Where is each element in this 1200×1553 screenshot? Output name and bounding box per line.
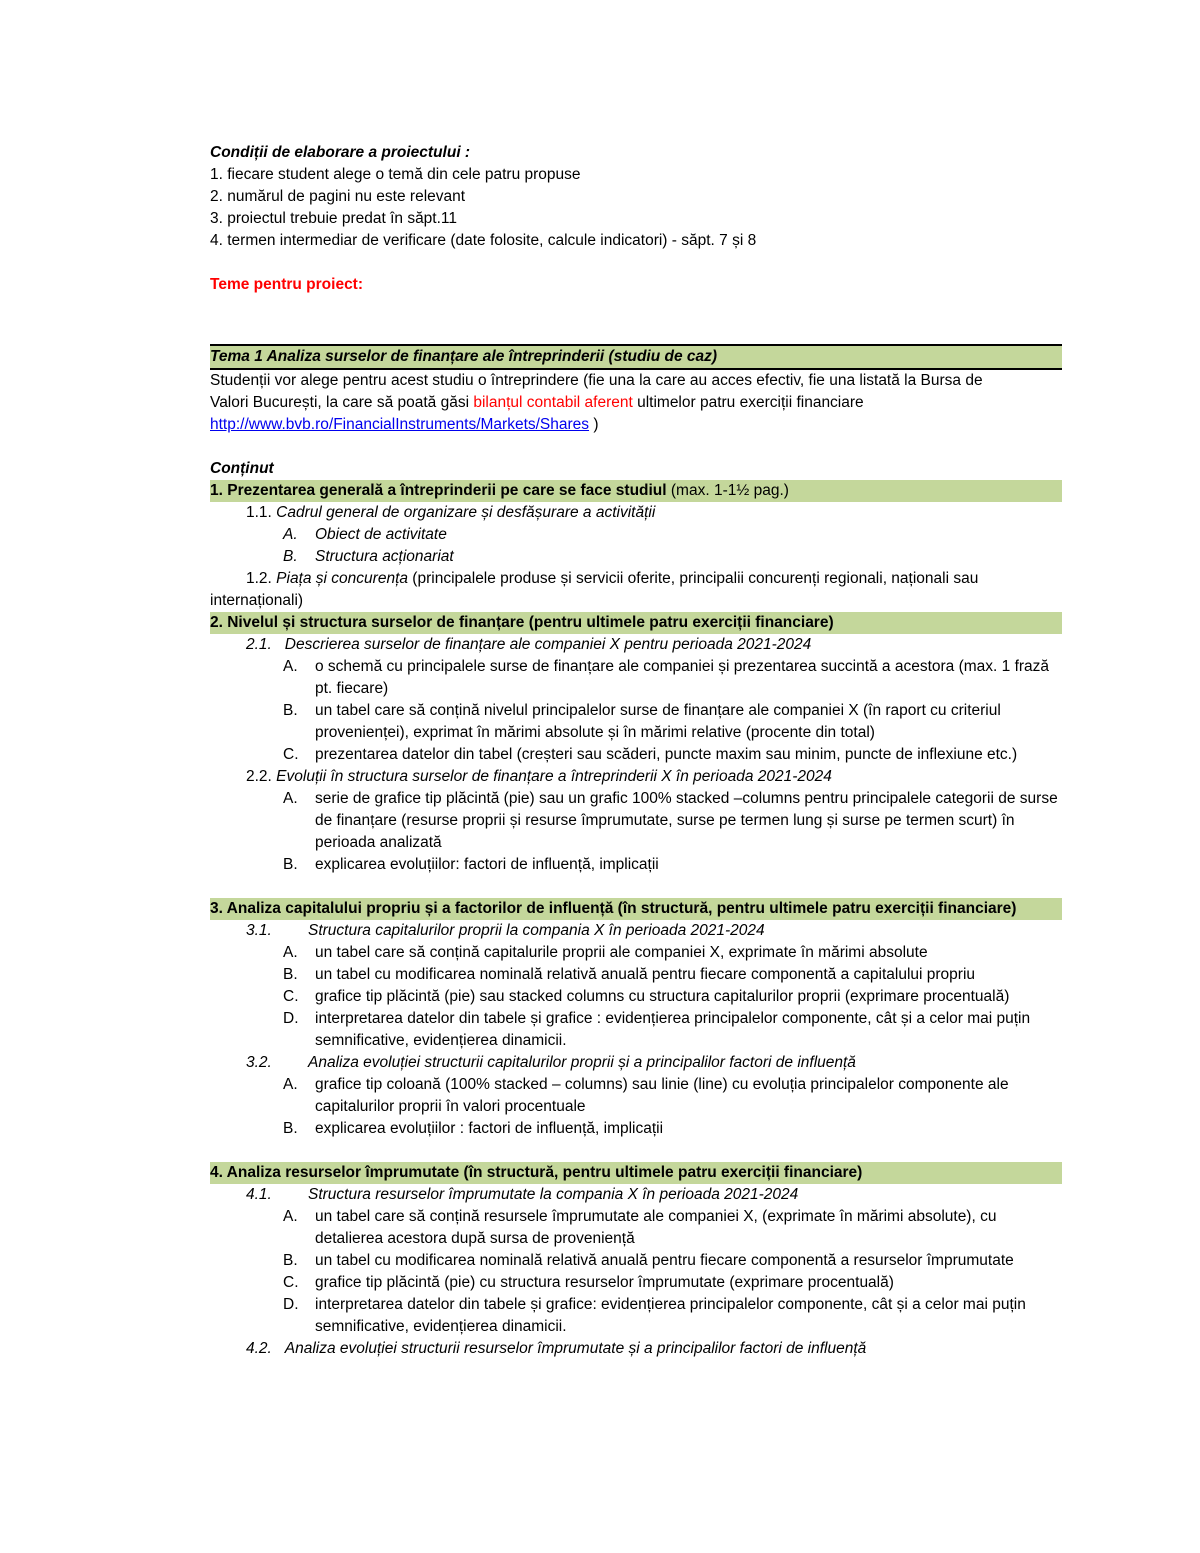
s41-item-b [210, 1250, 1062, 1272]
item-text: un tabel cu modificarea nominală relativă anuală pentru fiecare componentă a capitalului propriu [315, 966, 976, 983]
item-label: C. [283, 1274, 299, 1291]
item-text: grafice tip plăcintă (pie) sau stacked columns cu structura capitalurilor proprii (exprimare procentuală) [315, 988, 1010, 1005]
item-text: o schemă cu principalele surse de finanțare ale companiei și prezentarea succintă a acestora (max. 1 frază pt. fiecare) [315, 658, 1050, 697]
s12-line [210, 568, 1062, 612]
item-text: un tabel care să conțină resursele împrumutate ale companiei X, (exprimate în mărimi absolute), cu detalierea acestora după sursa de proveniență [315, 1208, 997, 1247]
s32-item-a [210, 1074, 1062, 1118]
s41-item-c [210, 1272, 1062, 1294]
s42-line [210, 1338, 1062, 1360]
s41-item-a [210, 1206, 1062, 1250]
content-title: Conținut [210, 460, 274, 477]
themes-title: Teme pentru proiect: [210, 276, 364, 293]
s41-num: 4.1. [246, 1186, 272, 1203]
item-text: serie de grafice tip plăcintă (pie) sau un grafic 100% stacked –columns pentru principalele categorii de surse de finanțare (resurse proprii și resurse împrumutate, surse pe termen lung și surse pe termen scurt) în perioada analizată [315, 790, 1058, 851]
item-text: explicarea evoluțiilor : factori de influență, implicații [315, 1120, 664, 1137]
item-text: grafice tip coloană (100% stacked – columns) sau linie (line) cu evoluția principalelor componente ale capitalurilor proprii în valori procentuale [315, 1076, 1009, 1115]
s32-title: Analiza evoluției structurii capitalurilor proprii și a principalilor factori de influență [308, 1054, 856, 1071]
item-text: un tabel cu modificarea nominală relativă anuală pentru fiecare componentă a resurselor împrumutate [315, 1252, 1014, 1269]
condition-item-1: 1. fiecare student alege o temă din cele patru propuse [210, 166, 581, 183]
item-label: A. [283, 944, 298, 961]
s11-item-a [210, 524, 1062, 546]
s32-line [210, 1052, 1062, 1074]
section2-header: 2. Nivelul și structura surselor de finanțare (pentru ultimele patru exerciții financiare) [210, 612, 1062, 634]
s42-title: Analiza evoluției structurii resurselor împrumutate și a principalilor factori de influență [284, 1340, 867, 1357]
s21-title: Descrierea surselor de finanțare ale companiei X pentru perioada 2021-2024 [284, 636, 812, 653]
s11-title: Cadrul general de organizare și desfășurare a activității [276, 504, 656, 521]
item-text: prezentarea datelor din tabel (creșteri sau scăderi, puncte maxim sau minim, puncte de inflexiune etc.) [315, 746, 1018, 763]
s31-line [210, 920, 1062, 942]
s21-line [210, 634, 1062, 656]
s22-line [210, 766, 1062, 788]
tema1-intro [210, 370, 1062, 414]
tema1-intro-text: Studenții vor alege pentru acest studiu o întreprindere (fie una la care au acces efectiv, fie una listată la Bursa de Valori București, la care să poată găsi [210, 372, 983, 411]
item-label: C. [283, 746, 299, 763]
s32-num: 3.2. [246, 1054, 272, 1071]
s21-item-b [210, 700, 1062, 744]
item-text: Obiect de activitate [315, 526, 447, 543]
tema1-intro-red: bilanțul contabil aferent [473, 394, 633, 411]
tema1-link-line [210, 414, 1062, 436]
document-body [210, 142, 1062, 1360]
item-label: A. [283, 658, 298, 675]
item-label: D. [283, 1010, 299, 1027]
s31-item-c [210, 986, 1062, 1008]
tema1-header: Tema 1 Analiza surselor de finanțare ale întreprinderii (studiu de caz) [210, 344, 1062, 370]
item-label: A. [283, 790, 298, 807]
s21-num: 2.1. [246, 636, 272, 653]
item-text: explicarea evoluțiilor: factori de influență, implicații [315, 856, 659, 873]
s42-num: 4.2. [246, 1340, 272, 1357]
condition-item-4: 4. termen intermediar de verificare (date folosite, calcule indicatori) - săpt. 7 și 8 [210, 232, 757, 249]
item-label: B. [283, 548, 298, 565]
s11-line [210, 502, 1062, 524]
item-text: Structura acționariat [315, 548, 454, 565]
s11-item-b [210, 546, 1062, 568]
s22-title: Evoluții în structura surselor de finanțare a întreprinderii X în perioada 2021-2024 [276, 768, 832, 785]
s41-title: Structura resurselor împrumutate la compania X în perioada 2021-2024 [308, 1186, 799, 1203]
item-text: interpretarea datelor din tabele și grafice: evidențierea principalelor componente, cât și a celor mai puțin semnificative, evidențierea dinamicii. [315, 1296, 1026, 1335]
item-label: B. [283, 1120, 298, 1137]
item-label: D. [283, 1296, 299, 1313]
section1-header-note: (max. 1-1½ pag.) [666, 482, 789, 499]
s32-item-b [210, 1118, 1062, 1140]
s22-num: 2.2. [246, 768, 272, 785]
item-label: B. [283, 856, 298, 873]
bvb-link[interactable]: http://www.bvb.ro/FinancialInstruments/Markets/Shares [210, 416, 590, 433]
s22-item-b [210, 854, 1062, 876]
section1-header-bold: 1. Prezentarea generală a întreprinderii pe care se face studiul [210, 482, 667, 499]
s41-item-d [210, 1294, 1062, 1338]
item-text: un tabel care să conțină capitalurile proprii ale companiei X, exprimate în mărimi absolute [315, 944, 928, 961]
s31-num: 3.1. [246, 922, 272, 939]
s21-item-a [210, 656, 1062, 700]
s31-item-a [210, 942, 1062, 964]
s12-num: 1.2. [246, 570, 272, 587]
condition-item-3: 3. proiectul trebuie predat în săpt.11 [210, 210, 458, 227]
s41-line [210, 1184, 1062, 1206]
condition-item-2: 2. numărul de pagini nu este relevant [210, 188, 466, 205]
item-text: grafice tip plăcintă (pie) cu structura resurselor împrumutate (exprimare procentuală) [315, 1274, 894, 1291]
s21-item-c [210, 744, 1062, 766]
item-label: B. [283, 966, 298, 983]
item-label: A. [283, 1208, 298, 1225]
item-label: B. [283, 702, 298, 719]
conditions-title: Condiții de elaborare a proiectului : [210, 144, 471, 161]
section3-header: 3. Analiza capitalului propriu și a factorilor de influență (în structură, pentru ultimele patru exerciții financiare) [210, 898, 1062, 920]
item-label: B. [283, 1252, 298, 1269]
item-label: C. [283, 988, 299, 1005]
s31-item-b [210, 964, 1062, 986]
s12-title: Piața și concurența [276, 570, 408, 587]
section1-header [210, 480, 1062, 502]
s31-item-d [210, 1008, 1062, 1052]
item-label: A. [283, 1076, 298, 1093]
s31-title: Structura capitalurilor proprii la compania X în perioada 2021-2024 [308, 922, 765, 939]
tema1-intro-text-2: ultimelor patru exerciții financiare [632, 394, 864, 411]
item-text: interpretarea datelor din tabele și grafice : evidențierea principalelor componente, cât și a celor mai puțin semnificative, evidențierea dinamicii. [315, 1010, 1031, 1049]
item-label: A. [283, 526, 298, 543]
s11-num: 1.1. [246, 504, 272, 521]
section4-header: 4. Analiza resurselor împrumutate (în structură, pentru ultimele patru exerciții financiare) [210, 1162, 1062, 1184]
s12-text: (principalele produse și servicii oferite, principalii concurenți regionali, naționali sau internaționali) [210, 570, 979, 609]
link-close-paren: ) [589, 416, 599, 433]
item-text: un tabel care să conțină nivelul principalelor surse de finanțare ale companiei X (în raport cu criteriul provenienței), exprimat în mărimi absolute și în mărimi relative (procente din total) [315, 702, 1001, 741]
s22-item-a [210, 788, 1062, 854]
